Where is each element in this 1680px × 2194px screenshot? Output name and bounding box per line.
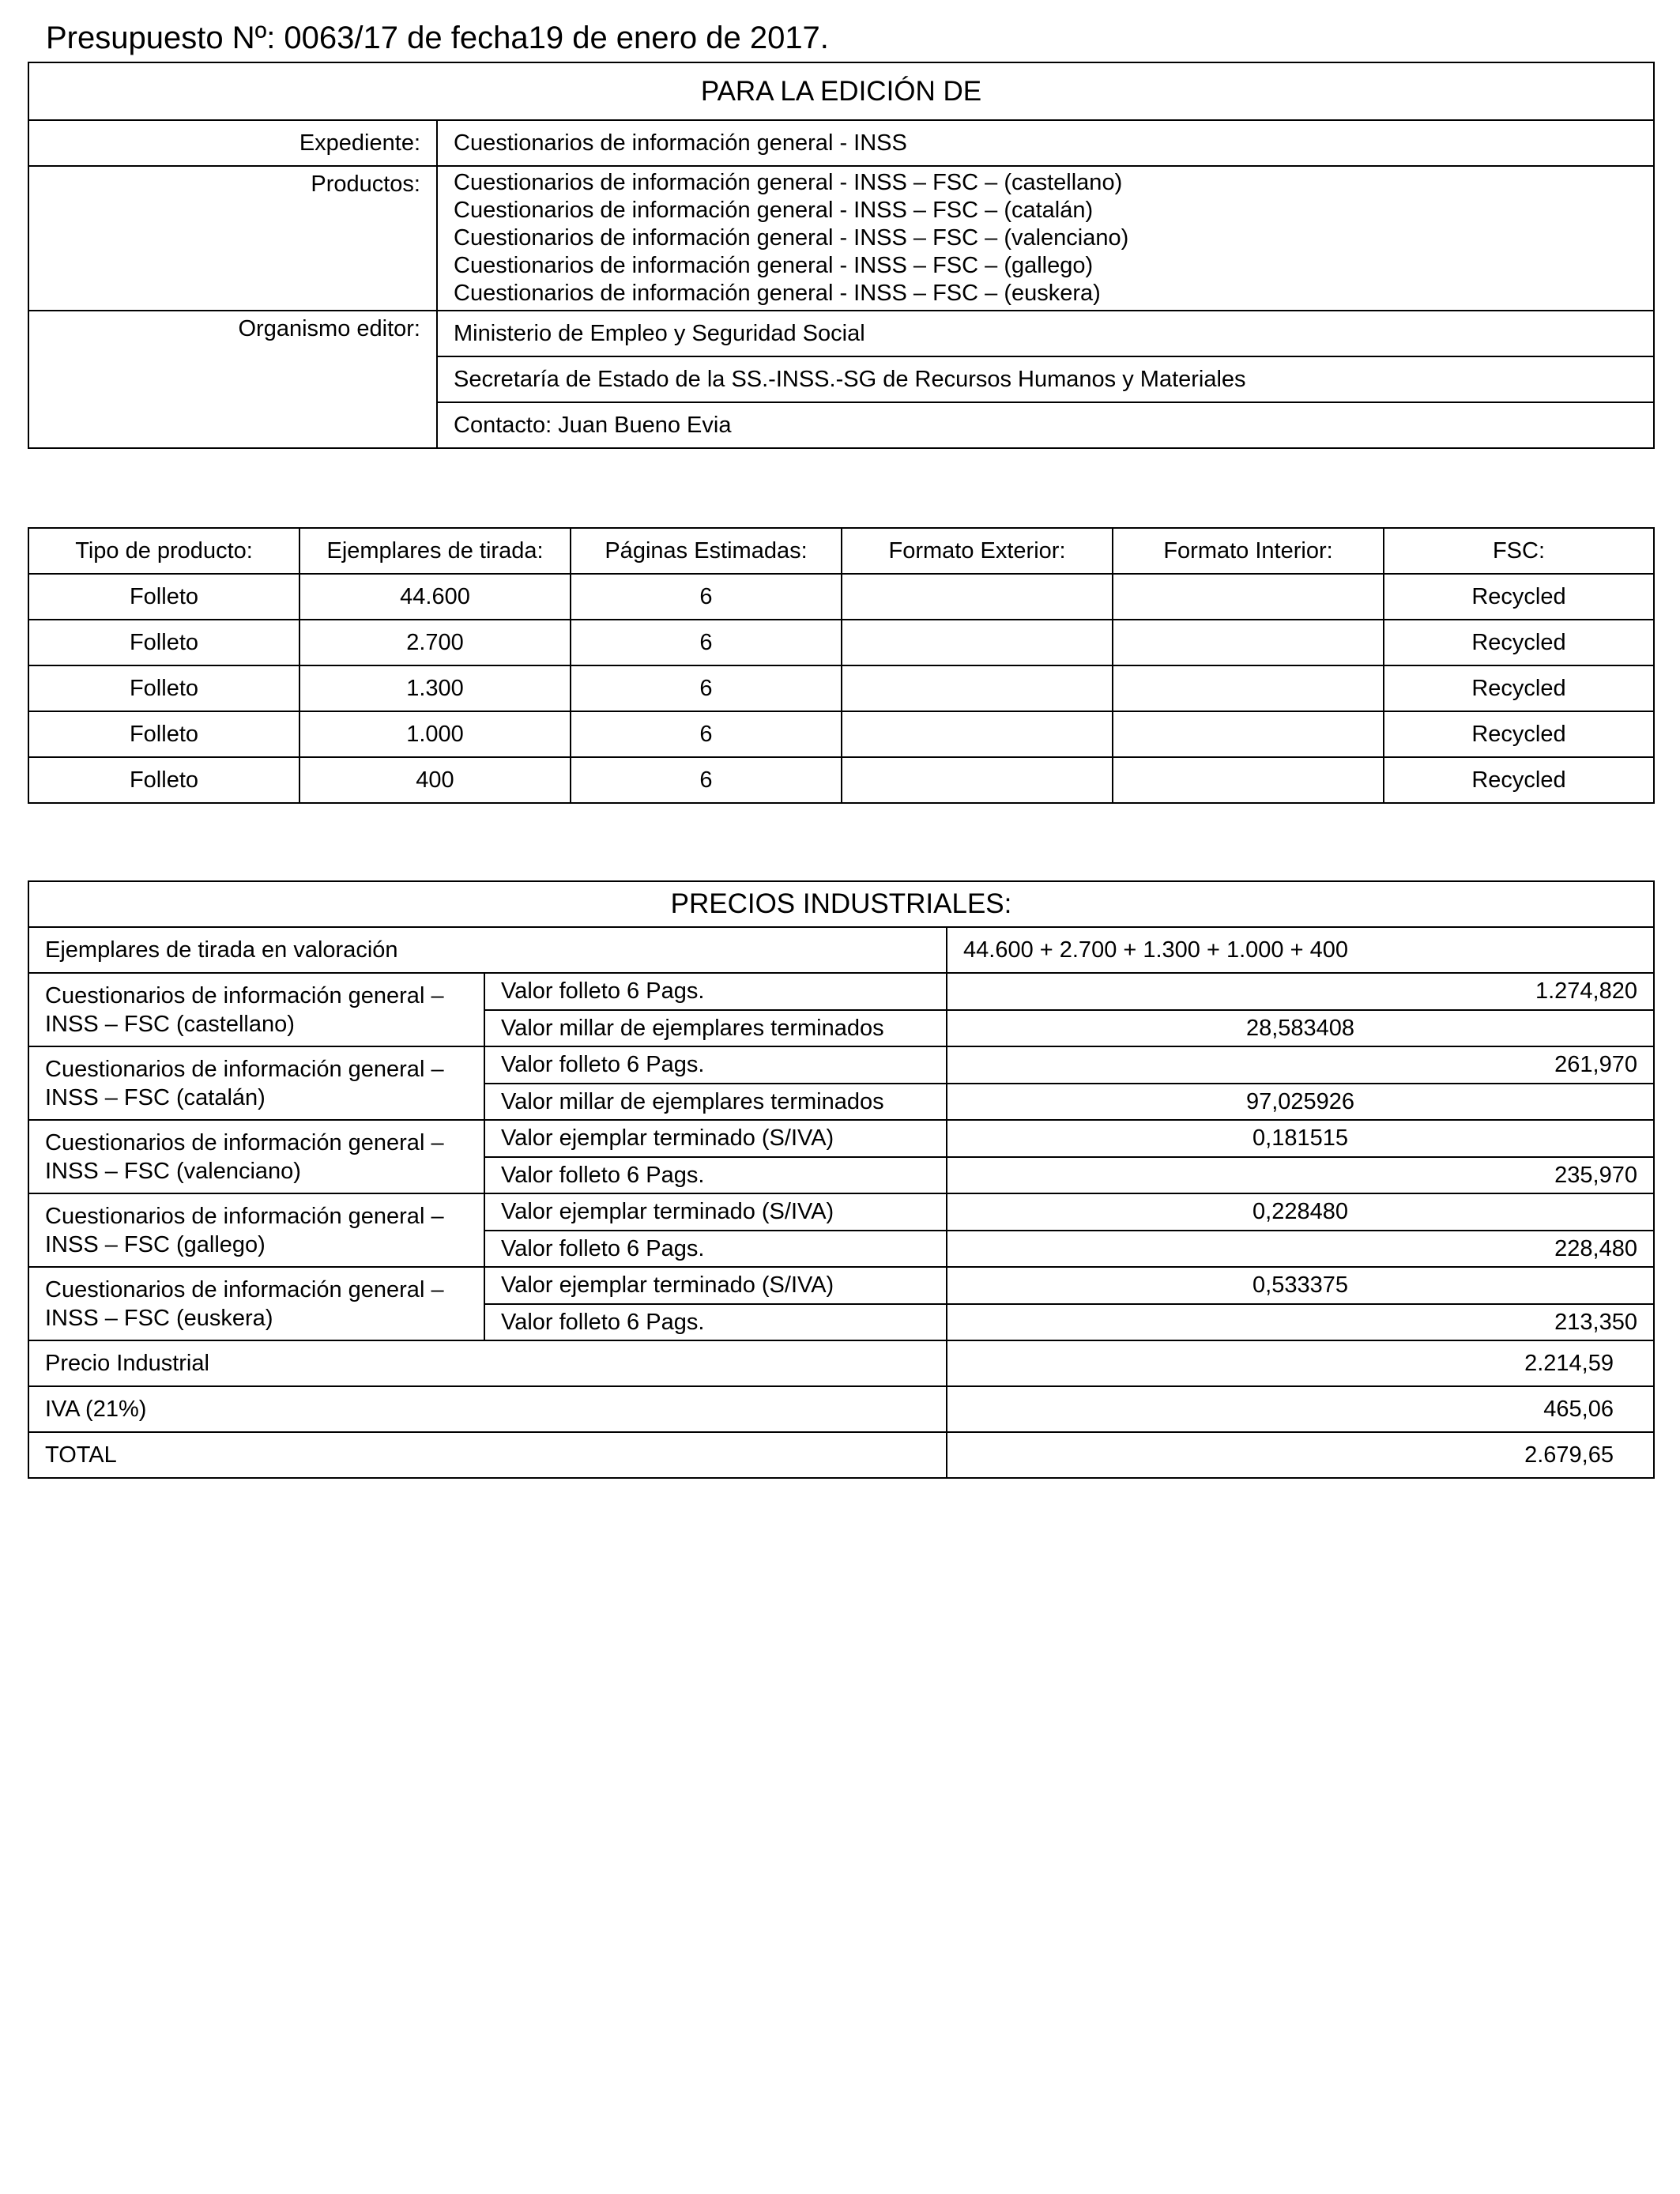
productos-list xyxy=(437,166,1654,311)
price-value: 1.274,820 xyxy=(947,973,1654,1010)
producto-item: Cuestionarios de información general - INSS – FSC – (catalán) xyxy=(454,198,1094,223)
price-row xyxy=(28,1046,1654,1084)
price-row xyxy=(28,1267,1654,1304)
table-cell xyxy=(842,665,1113,711)
table-cell: Recycled xyxy=(1384,665,1654,711)
price-label: Valor ejemplar terminado (S/IVA) xyxy=(484,1193,947,1231)
price-value: 0,228480 xyxy=(947,1193,1654,1231)
price-label: Valor folleto 6 Pags. xyxy=(484,1046,947,1084)
table-row xyxy=(28,620,1654,665)
column-header: Ejemplares de tirada: xyxy=(299,528,571,574)
price-label: Valor ejemplar terminado (S/IVA) xyxy=(484,1267,947,1304)
product-group-name: Cuestionarios de información general – INSS – FSC (valenciano) xyxy=(28,1120,484,1193)
price-value: 235,970 xyxy=(947,1157,1654,1193)
prices-table xyxy=(28,880,1655,1479)
table-row xyxy=(28,574,1654,620)
price-value: 28,583408 xyxy=(947,1010,1654,1046)
price-row xyxy=(28,1120,1654,1157)
table-cell: 400 xyxy=(299,757,571,803)
table-cell: Recycled xyxy=(1384,757,1654,803)
product-group-name: Cuestionarios de información general – INSS – FSC (euskera) xyxy=(28,1267,484,1340)
price-label: Valor folleto 6 Pags. xyxy=(484,1304,947,1340)
product-group-name: Cuestionarios de información general – INSS – FSC (castellano) xyxy=(28,973,484,1046)
organismo-label: Organismo editor: xyxy=(28,311,437,448)
organismo-line: Secretaría de Estado de la SS.-INSS.-SG de Recursos Humanos y Materiales xyxy=(437,356,1654,402)
price-label: Valor folleto 6 Pags. xyxy=(484,973,947,1010)
organismo-line: Contacto: Juan Bueno Evia xyxy=(437,402,1654,448)
producto-item: Cuestionarios de información general - INSS – FSC – (valenciano) xyxy=(454,225,1129,251)
table-cell: Folleto xyxy=(28,620,299,665)
price-label: Valor folleto 6 Pags. xyxy=(484,1231,947,1267)
total-label: IVA (21%) xyxy=(28,1386,947,1432)
table-cell: Folleto xyxy=(28,665,299,711)
table-cell: 2.700 xyxy=(299,620,571,665)
expediente-label: Expediente: xyxy=(28,120,437,166)
table-cell: Folleto xyxy=(28,711,299,757)
table-cell: 1.300 xyxy=(299,665,571,711)
price-label: Valor ejemplar terminado (S/IVA) xyxy=(484,1120,947,1157)
price-label: Valor millar de ejemplares terminados xyxy=(484,1084,947,1120)
column-header: FSC: xyxy=(1384,528,1654,574)
price-label: Valor folleto 6 Pags. xyxy=(484,1157,947,1193)
producto-item: Cuestionarios de información general - INSS – FSC – (castellano) xyxy=(454,170,1123,195)
table-cell xyxy=(842,574,1113,620)
price-label: Valor millar de ejemplares terminados xyxy=(484,1010,947,1046)
price-value: 261,970 xyxy=(947,1046,1654,1084)
table-cell: 44.600 xyxy=(299,574,571,620)
expediente-value: Cuestionarios de información general - INSS xyxy=(437,120,1654,166)
producto-item: Cuestionarios de información general - INSS – FSC – (gallego) xyxy=(454,253,1094,278)
price-row xyxy=(28,973,1654,1010)
tirada-label: Ejemplares de tirada en valoración xyxy=(28,927,947,973)
total-value: 465,06 xyxy=(947,1386,1654,1432)
table-cell: Folleto xyxy=(28,574,299,620)
table-cell: 6 xyxy=(571,711,842,757)
productos-label: Productos: xyxy=(28,166,437,311)
table-cell: Recycled xyxy=(1384,574,1654,620)
total-row xyxy=(28,1386,1654,1432)
products-table xyxy=(28,527,1655,804)
table-cell xyxy=(842,757,1113,803)
table-cell xyxy=(1113,574,1384,620)
table-cell xyxy=(1113,757,1384,803)
table-cell xyxy=(842,711,1113,757)
table-cell: 6 xyxy=(571,620,842,665)
table-cell xyxy=(842,620,1113,665)
product-group-name: Cuestionarios de información general – INSS – FSC (gallego) xyxy=(28,1193,484,1267)
table-row xyxy=(28,665,1654,711)
table-cell xyxy=(1113,711,1384,757)
price-value: 228,480 xyxy=(947,1231,1654,1267)
column-header: Páginas Estimadas: xyxy=(571,528,842,574)
table-cell: 6 xyxy=(571,574,842,620)
total-value: 2.214,59 xyxy=(947,1340,1654,1386)
price-value: 213,350 xyxy=(947,1304,1654,1340)
total-row xyxy=(28,1432,1654,1478)
total-label: TOTAL xyxy=(28,1432,947,1478)
price-value: 97,025926 xyxy=(947,1084,1654,1120)
tirada-value: 44.600 + 2.700 + 1.300 + 1.000 + 400 xyxy=(947,927,1654,973)
column-header: Formato Exterior: xyxy=(842,528,1113,574)
table-cell: 1.000 xyxy=(299,711,571,757)
table-cell: Recycled xyxy=(1384,620,1654,665)
price-value: 0,181515 xyxy=(947,1120,1654,1157)
organismo-line: Ministerio de Empleo y Seguridad Social xyxy=(437,311,1654,356)
total-value: 2.679,65 xyxy=(947,1432,1654,1478)
prices-heading: PRECIOS INDUSTRIALES: xyxy=(28,881,1654,927)
edition-heading: PARA LA EDICIÓN DE xyxy=(28,62,1654,120)
edition-table xyxy=(28,62,1655,449)
table-cell xyxy=(1113,665,1384,711)
price-value: 0,533375 xyxy=(947,1267,1654,1304)
product-group-name: Cuestionarios de información general – INSS – FSC (catalán) xyxy=(28,1046,484,1120)
total-label: Precio Industrial xyxy=(28,1340,947,1386)
document-title: Presupuesto Nº: 0063/17 de fecha19 de enero de 2017. xyxy=(46,21,829,55)
column-header: Formato Interior: xyxy=(1113,528,1384,574)
table-cell: 6 xyxy=(571,757,842,803)
column-header: Tipo de producto: xyxy=(28,528,299,574)
total-row xyxy=(28,1340,1654,1386)
price-row xyxy=(28,1193,1654,1231)
table-cell xyxy=(1113,620,1384,665)
producto-item: Cuestionarios de información general - INSS – FSC – (euskera) xyxy=(454,281,1101,306)
table-cell: 6 xyxy=(571,665,842,711)
table-cell: Recycled xyxy=(1384,711,1654,757)
table-header-row xyxy=(28,528,1654,574)
table-row xyxy=(28,711,1654,757)
table-row xyxy=(28,757,1654,803)
table-cell: Folleto xyxy=(28,757,299,803)
